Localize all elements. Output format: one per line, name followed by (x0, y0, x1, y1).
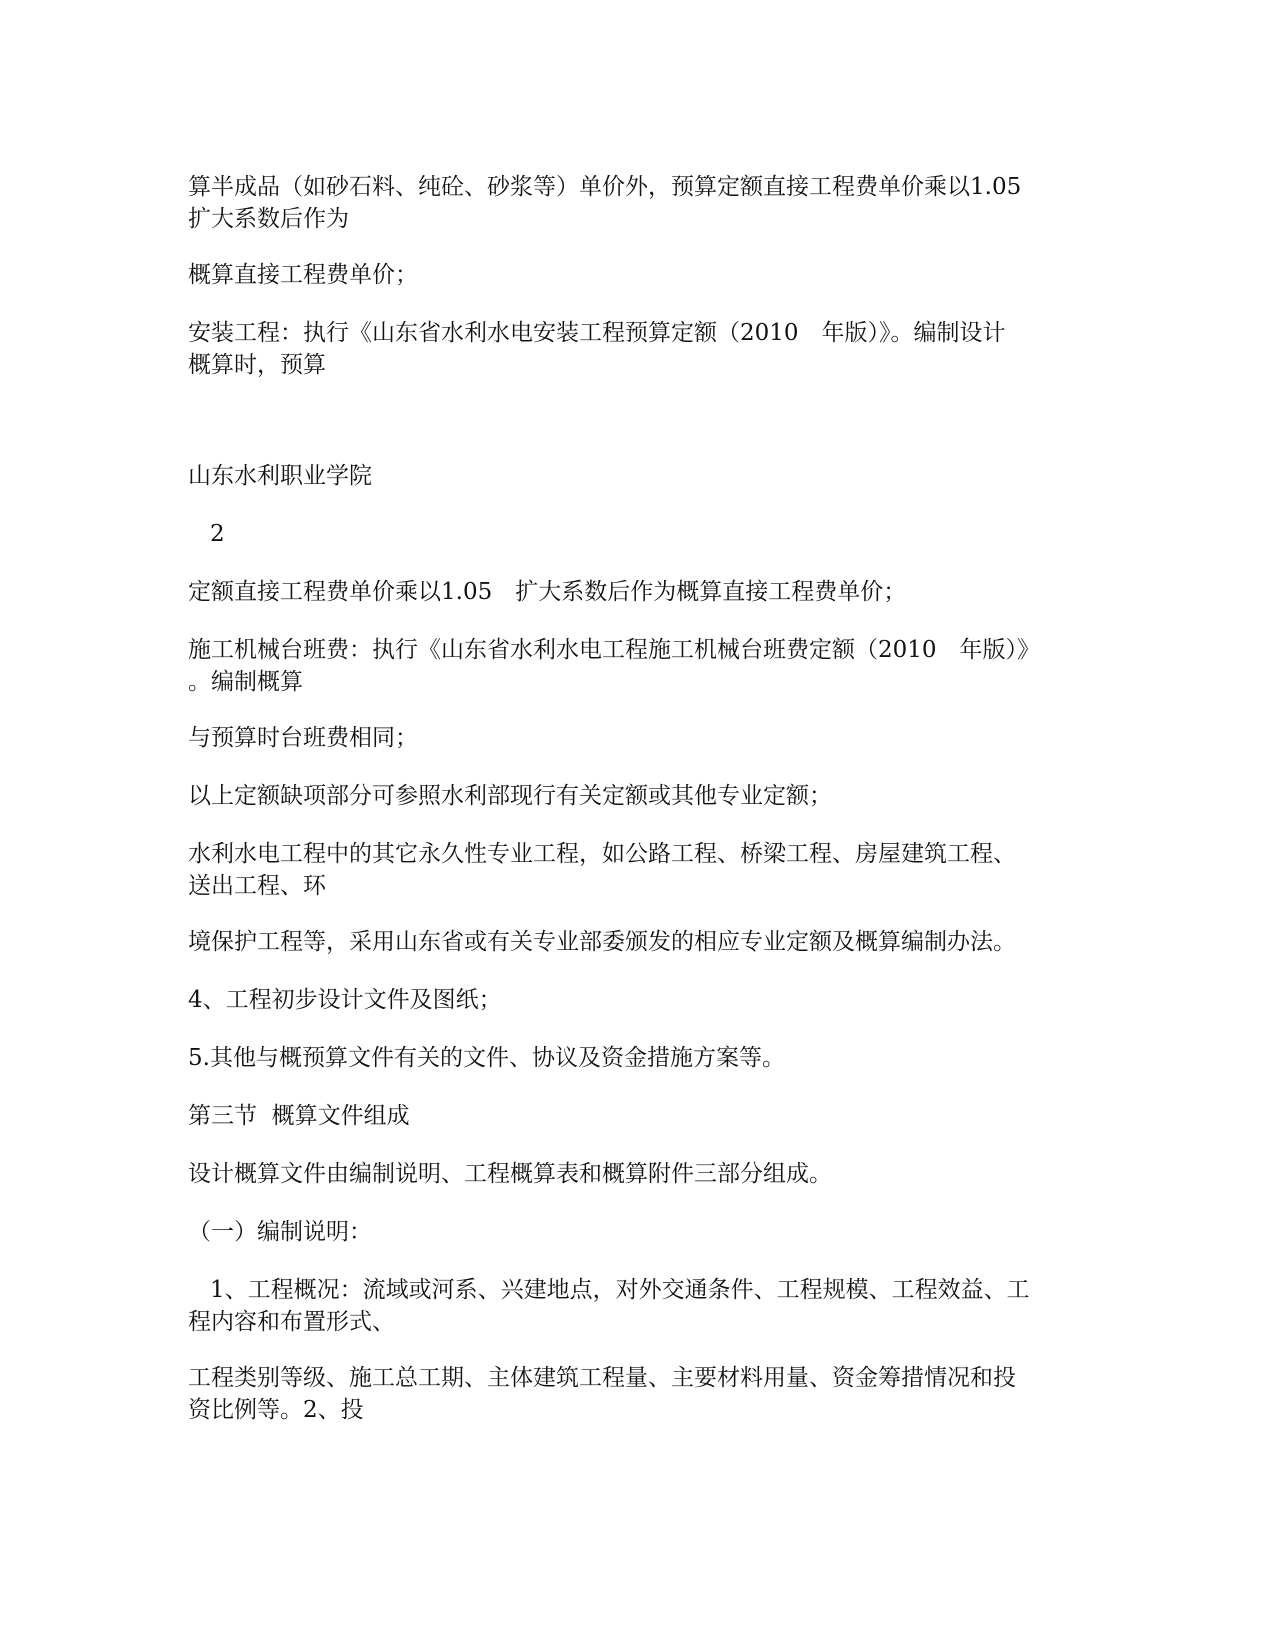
paragraph-5: 施工机械台班费：执行《山东省水利水电工程施工机械台班费定额（2010 年版）》 。编制概算 (188, 637, 1041, 695)
paragraph-1: 算半成品（如砂石料、纯砼、砂浆等）单价外，预算定额直接工程费单价乘以1.05 扩大系数后作为 (188, 174, 1022, 232)
paragraph-10: 4、工程初步设计文件及图纸； (188, 987, 502, 1013)
paragraph-7: 以上定额缺项部分可参照水利部现行有关定额或其他专业定额； (188, 783, 832, 809)
paragraph-6: 与预算时台班费相同； (188, 725, 418, 751)
section-heading: 第三节 概算文件组成 (188, 1103, 410, 1129)
paragraph-2: 概算直接工程费单价； (188, 262, 418, 288)
page-number: 2 (188, 521, 225, 547)
subsection-heading: （一）编制说明： (188, 1219, 372, 1245)
paragraph-3: 安装工程：执行《山东省水利水电安装工程预算定额（2010 年版）》。编制设计 概算时，预算 (188, 320, 1006, 378)
paragraph-9: 境保护工程等，采用山东省或有关专业部委颁发的相应专业定额及概算编制办法。 (188, 929, 1016, 955)
paragraph-8: 水利水电工程中的其它永久性专业工程，如公路工程、桥梁工程、房屋建筑工程、 送出工程、环 (188, 841, 1016, 899)
paragraph-12: 设计概算文件由编制说明、工程概算表和概算附件三部分组成。 (188, 1161, 832, 1187)
school-name: 山东水利职业学院 (188, 463, 372, 489)
paragraph-14: 工程类别等级、施工总工期、主体建筑工程量、主要材料用量、资金筹措情况和投 资比例等。2、投 (188, 1365, 1016, 1423)
paragraph-13: 1、工程概况：流域或河系、兴建地点，对外交通条件、工程规模、工程效益、工 程内容和布置形式、 (188, 1277, 1030, 1335)
paragraph-11: 5.其他与概预算文件有关的文件、协议及资金措施方案等。 (188, 1045, 785, 1071)
paragraph-4: 定额直接工程费单价乘以1.05 扩大系数后作为概算直接工程费单价； (188, 579, 907, 605)
